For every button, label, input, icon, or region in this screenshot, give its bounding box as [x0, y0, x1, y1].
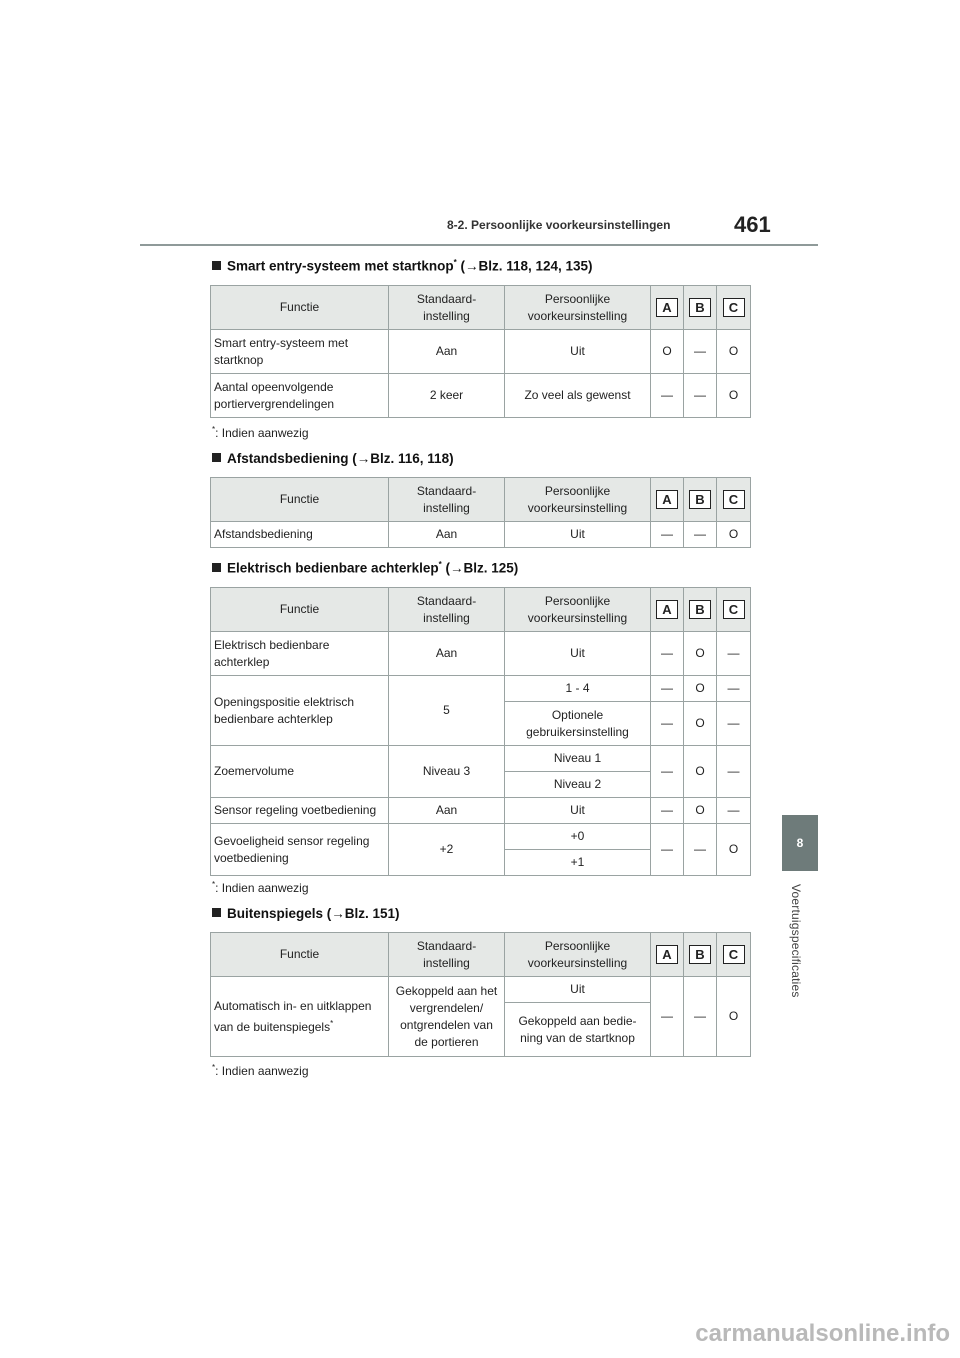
chapter-tab: 8 [782, 815, 818, 871]
footnote [212, 880, 309, 895]
cell-persoonlijke: +0 [505, 824, 651, 850]
footnote-mark: * [212, 880, 216, 889]
col-persoonlijke: Persoonlijke voorkeursinstelling [505, 933, 651, 977]
cell-b: O [684, 676, 717, 702]
cell-functie: Afstandsbediening [211, 522, 389, 548]
page-reference: (→Blz. 118, 124, 135) [456, 258, 593, 274]
cell-a: O [651, 330, 684, 374]
col-c [717, 933, 751, 977]
bullet-square-icon [212, 563, 221, 572]
badge-a: A [656, 945, 678, 964]
col-a [651, 478, 684, 522]
table-row [211, 374, 751, 418]
cell-b: O [684, 702, 717, 746]
col-a [651, 933, 684, 977]
col-persoonlijke: Persoonlijke voorkeursinstelling [505, 286, 651, 330]
table-header [211, 286, 751, 330]
cell-functie: Gevoeligheid sensor regeling voetbediening [211, 824, 389, 876]
cell-persoonlijke: Uit [505, 330, 651, 374]
table-row [211, 676, 751, 702]
cell-standaard: Gekoppeld aan het vergrendelen/ ontgrendelen van de portieren [389, 977, 505, 1057]
cell-a: — [651, 824, 684, 876]
cell-c: O [717, 824, 751, 876]
cell-functie [211, 977, 389, 1057]
table-row [211, 330, 751, 374]
col-standaard: Standaard- instelling [389, 286, 505, 330]
col-standaard: Standaard- instelling [389, 588, 505, 632]
col-functie: Functie [211, 286, 389, 330]
badge-b: B [689, 600, 711, 619]
heading-text: Afstandsbediening [227, 451, 349, 466]
cell-persoonlijke: Uit [505, 798, 651, 824]
table-smart-entry [210, 285, 751, 418]
bullet-square-icon [212, 908, 221, 917]
col-persoonlijke: Persoonlijke voorkeursinstelling [505, 478, 651, 522]
col-b [684, 588, 717, 632]
col-standaard: Standaard- instelling [389, 933, 505, 977]
footnote-mark: * [438, 560, 442, 569]
col-functie: Functie [211, 478, 389, 522]
cell-functie: Openingspositie elektrisch bedienbare achterklep [211, 676, 389, 746]
col-a [651, 286, 684, 330]
cell-standaard: Aan [389, 522, 505, 548]
cell-persoonlijke: Uit [505, 977, 651, 1003]
col-functie: Functie [211, 933, 389, 977]
col-c [717, 588, 751, 632]
badge-c: C [723, 600, 745, 619]
cell-standaard: Niveau 3 [389, 746, 505, 798]
table-row [211, 977, 751, 1003]
footnote-text: : Indien aanwezig [215, 1064, 309, 1078]
table-row [211, 746, 751, 772]
page-reference: (→Blz. 151) [323, 906, 400, 921]
cell-b: — [684, 824, 717, 876]
table-row [211, 522, 751, 548]
col-functie: Functie [211, 588, 389, 632]
col-persoonlijke: Persoonlijke voorkeursinstelling [505, 588, 651, 632]
badge-b: B [689, 490, 711, 509]
cell-c: — [717, 798, 751, 824]
cell-a: — [651, 676, 684, 702]
cell-standaard: 5 [389, 676, 505, 746]
cell-a: — [651, 977, 684, 1057]
cell-persoonlijke: Optionele gebruikersinstelling [505, 702, 651, 746]
bullet-square-icon [212, 261, 221, 270]
cell-functie: Elektrisch bedienbare achterklep [211, 632, 389, 676]
cell-persoonlijke: Niveau 1 [505, 746, 651, 772]
cell-c: — [717, 632, 751, 676]
badge-c: C [723, 945, 745, 964]
cell-a: — [651, 798, 684, 824]
cell-persoonlijke: Uit [505, 522, 651, 548]
cell-b: O [684, 632, 717, 676]
cell-a: — [651, 522, 684, 548]
cell-standaard: Aan [389, 798, 505, 824]
cell-b: — [684, 330, 717, 374]
cell-functie: Sensor regeling voetbediening [211, 798, 389, 824]
page-reference: (→Blz. 116, 118) [348, 451, 454, 466]
table-afstandsbediening [210, 477, 751, 548]
badge-c: C [723, 298, 745, 317]
heading-buitenspiegels [212, 906, 400, 921]
heading-text: Buitenspiegels [227, 906, 324, 921]
badge-b: B [689, 298, 711, 317]
cell-c: — [717, 676, 751, 702]
table-header [211, 933, 751, 977]
cell-c: — [717, 702, 751, 746]
col-c [717, 478, 751, 522]
footnote-mark: * [330, 1018, 334, 1028]
heading-text: Smart entry-systeem met startknop [227, 258, 454, 274]
col-c [717, 286, 751, 330]
heading-smart-entry [212, 258, 593, 274]
cell-persoonlijke: Gekoppeld aan bedie-ning van de startknop [505, 1003, 651, 1057]
footnote [212, 425, 309, 440]
watermark: carmanualsonline.info [695, 1320, 950, 1347]
cell-functie: Zoemervolume [211, 746, 389, 798]
page-reference: (→Blz. 125) [441, 560, 519, 576]
cell-persoonlijke: Niveau 2 [505, 772, 651, 798]
cell-functie: Aantal opeenvolgende portiervergrendelingen [211, 374, 389, 418]
cell-persoonlijke: Uit [505, 632, 651, 676]
badge-a: A [656, 490, 678, 509]
table-row [211, 632, 751, 676]
heading-afstandsbediening [212, 451, 454, 466]
cell-functie-text: Automatisch in- en uitklappen van de buitenspiegels [214, 998, 372, 1034]
table-row [211, 798, 751, 824]
badge-a: A [656, 600, 678, 619]
cell-a: — [651, 374, 684, 418]
footnote [212, 1063, 309, 1078]
cell-functie: Smart entry-systeem met startknop [211, 330, 389, 374]
cell-standaard: Aan [389, 632, 505, 676]
cell-a: — [651, 746, 684, 798]
cell-a: — [651, 702, 684, 746]
table-achterklep [210, 587, 751, 876]
cell-b: — [684, 522, 717, 548]
col-standaard: Standaard- instelling [389, 478, 505, 522]
page-number: 461 [734, 212, 771, 237]
bullet-square-icon [212, 453, 221, 462]
cell-persoonlijke: Zo veel als gewenst [505, 374, 651, 418]
table-buitenspiegels [210, 932, 751, 1057]
cell-standaard: Aan [389, 330, 505, 374]
footnote-mark: * [453, 258, 457, 267]
cell-a: — [651, 632, 684, 676]
badge-c: C [723, 490, 745, 509]
cell-c: O [717, 330, 751, 374]
badge-a: A [656, 298, 678, 317]
badge-b: B [689, 945, 711, 964]
footnote-text: : Indien aanwezig [215, 426, 309, 440]
chapter-label: Voertuigspecificaties [789, 884, 803, 998]
cell-persoonlijke: +1 [505, 850, 651, 876]
table-header [211, 478, 751, 522]
cell-c: O [717, 977, 751, 1057]
cell-b: O [684, 746, 717, 798]
col-b [684, 286, 717, 330]
col-b [684, 933, 717, 977]
col-a [651, 588, 684, 632]
cell-b: — [684, 977, 717, 1057]
cell-b: O [684, 798, 717, 824]
cell-c: O [717, 522, 751, 548]
footnote-mark: * [212, 1063, 216, 1072]
cell-c: O [717, 374, 751, 418]
table-row [211, 824, 751, 850]
header-rule [140, 244, 818, 246]
section-title: 8-2. Persoonlijke voorkeursinstellingen [447, 218, 671, 232]
footnote-text: : Indien aanwezig [215, 881, 309, 895]
col-b [684, 478, 717, 522]
heading-achterklep [212, 560, 518, 576]
heading-text: Elektrisch bedienbare achterklep [227, 560, 439, 576]
cell-standaard: +2 [389, 824, 505, 876]
table-header [211, 588, 751, 632]
cell-persoonlijke: 1 - 4 [505, 676, 651, 702]
cell-b: — [684, 374, 717, 418]
footnote-mark: * [212, 425, 216, 434]
cell-standaard: 2 keer [389, 374, 505, 418]
cell-c: — [717, 746, 751, 798]
